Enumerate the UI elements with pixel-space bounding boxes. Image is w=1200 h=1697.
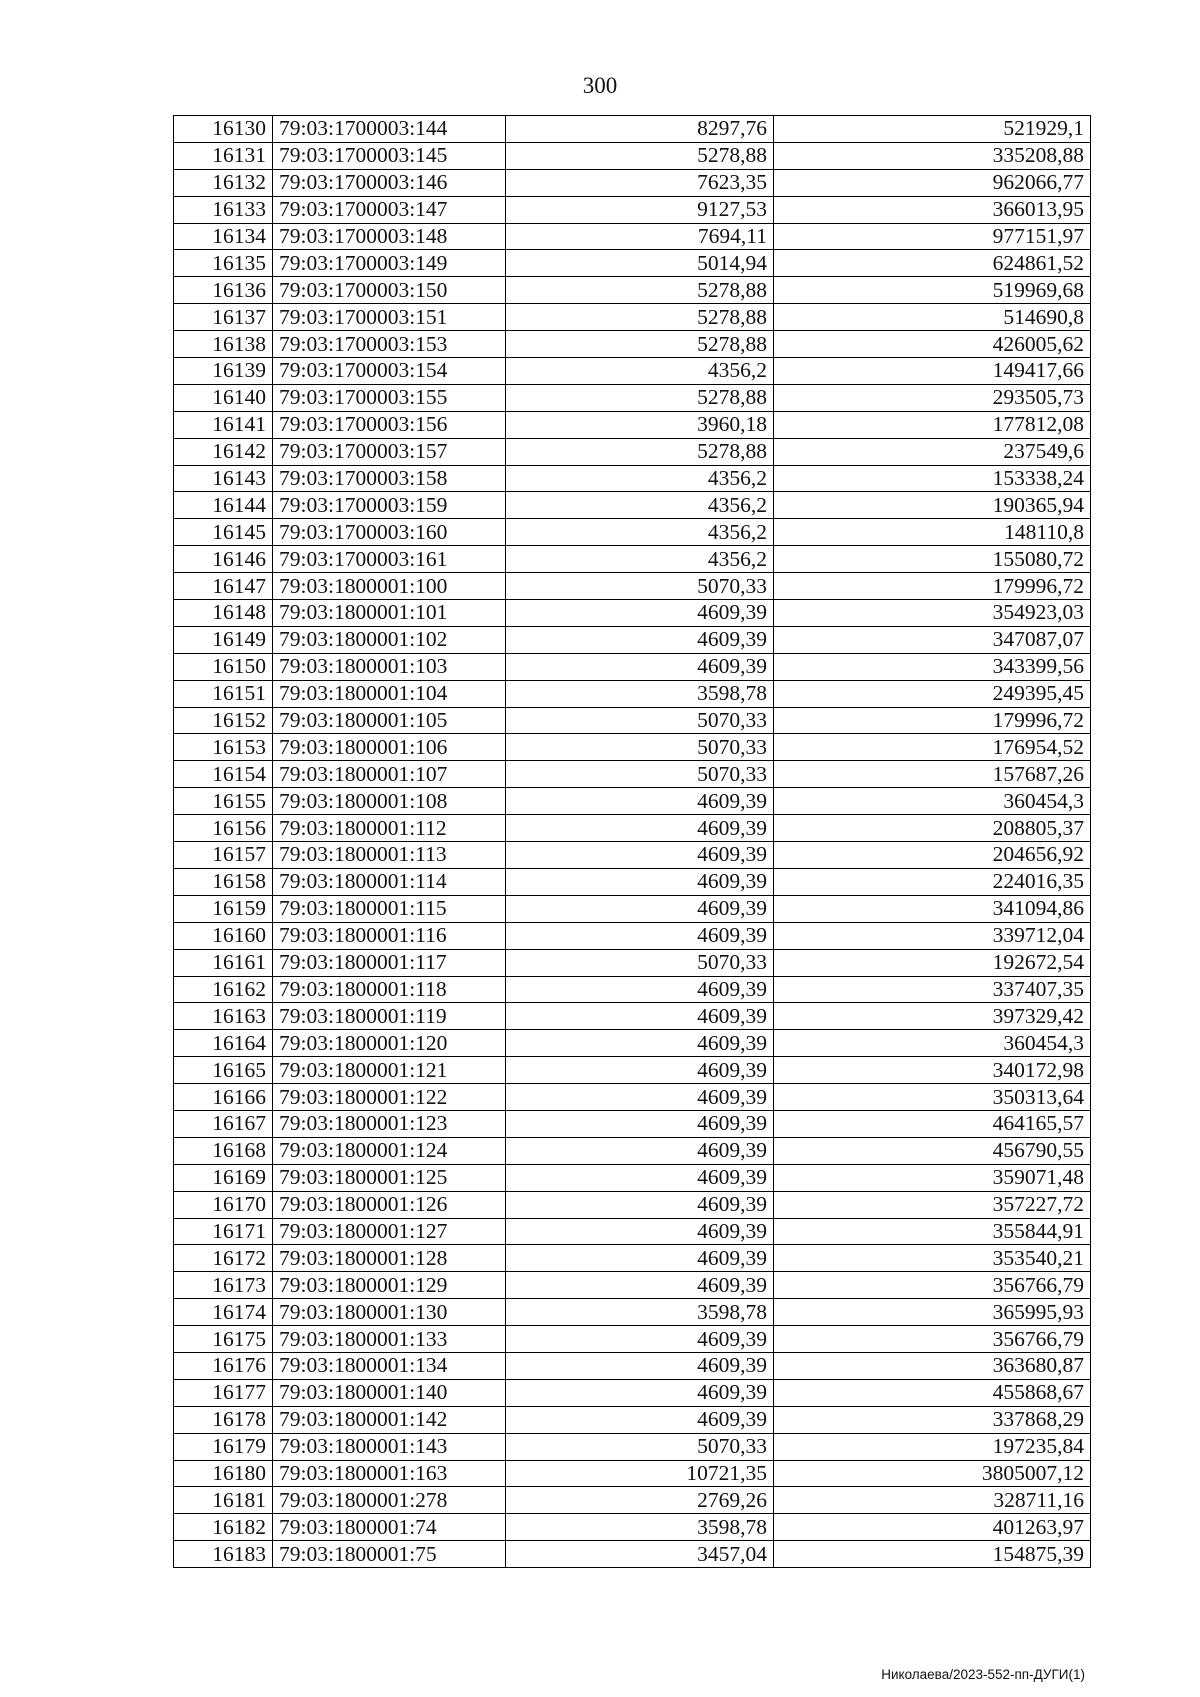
cadastral-value-cell: 366013,95 — [774, 196, 1091, 223]
cadastral-number-cell: 79:03:1800001:133 — [273, 1326, 506, 1353]
area-cell: 4609,39 — [506, 1003, 774, 1030]
table-row — [174, 734, 1091, 761]
cadastral-value-cell: 339712,04 — [774, 922, 1091, 949]
area-cell: 9127,53 — [506, 196, 774, 223]
row-number-cell: 16179 — [174, 1433, 273, 1460]
cadastral-value-cell: 360454,3 — [774, 1030, 1091, 1057]
table-row — [174, 761, 1091, 788]
area-cell: 4609,39 — [506, 600, 774, 627]
row-number-cell: 16182 — [174, 1514, 273, 1541]
table-row — [174, 169, 1091, 196]
cadastral-value-cell: 237549,6 — [774, 438, 1091, 465]
cadastral-value-cell: 456790,55 — [774, 1137, 1091, 1164]
cadastral-number-cell: 79:03:1800001:113 — [273, 842, 506, 869]
area-cell: 4609,39 — [506, 895, 774, 922]
area-cell: 5070,33 — [506, 1433, 774, 1460]
table-row — [174, 1406, 1091, 1433]
cadastral-value-cell: 148110,8 — [774, 519, 1091, 546]
area-cell: 4609,39 — [506, 1030, 774, 1057]
area-cell: 4609,39 — [506, 653, 774, 680]
row-number-cell: 16136 — [174, 277, 273, 304]
row-number-cell: 16175 — [174, 1326, 273, 1353]
table-row — [174, 1164, 1091, 1191]
row-number-cell: 16135 — [174, 250, 273, 277]
cadastral-value-table — [173, 115, 1091, 1568]
area-cell: 5278,88 — [506, 142, 774, 169]
cadastral-value-cell: 397329,42 — [774, 1003, 1091, 1030]
table-row — [174, 1245, 1091, 1272]
area-cell: 4609,39 — [506, 626, 774, 653]
cadastral-number-cell: 79:03:1700003:156 — [273, 411, 506, 438]
cadastral-value-cell: 360454,3 — [774, 788, 1091, 815]
area-cell: 5278,88 — [506, 438, 774, 465]
row-number-cell: 16172 — [174, 1245, 273, 1272]
row-number-cell: 16156 — [174, 815, 273, 842]
area-cell: 4609,39 — [506, 922, 774, 949]
area-cell: 3598,78 — [506, 1514, 774, 1541]
cadastral-number-cell: 79:03:1800001:128 — [273, 1245, 506, 1272]
cadastral-value-cell: 354923,03 — [774, 600, 1091, 627]
cadastral-number-cell: 79:03:1800001:163 — [273, 1460, 506, 1487]
row-number-cell: 16157 — [174, 842, 273, 869]
row-number-cell: 16142 — [174, 438, 273, 465]
table-row — [174, 277, 1091, 304]
row-number-cell: 16140 — [174, 384, 273, 411]
area-cell: 4356,2 — [506, 492, 774, 519]
cadastral-number-cell: 79:03:1800001:140 — [273, 1379, 506, 1406]
table-row — [174, 1057, 1091, 1084]
cadastral-value-cell: 249395,45 — [774, 680, 1091, 707]
table-row — [174, 1003, 1091, 1030]
table-row — [174, 519, 1091, 546]
cadastral-number-cell: 79:03:1700003:148 — [273, 223, 506, 250]
cadastral-number-cell: 79:03:1700003:159 — [273, 492, 506, 519]
cadastral-number-cell: 79:03:1700003:161 — [273, 546, 506, 573]
area-cell: 5070,33 — [506, 707, 774, 734]
cadastral-number-cell: 79:03:1800001:125 — [273, 1164, 506, 1191]
area-cell: 8297,76 — [506, 116, 774, 143]
cadastral-number-cell: 79:03:1800001:120 — [273, 1030, 506, 1057]
row-number-cell: 16154 — [174, 761, 273, 788]
cadastral-value-cell: 190365,94 — [774, 492, 1091, 519]
area-cell: 4356,2 — [506, 519, 774, 546]
cadastral-value-cell: 962066,77 — [774, 169, 1091, 196]
cadastral-value-cell: 328711,16 — [774, 1487, 1091, 1514]
cadastral-value-cell: 340172,98 — [774, 1057, 1091, 1084]
table-row — [174, 1218, 1091, 1245]
row-number-cell: 16170 — [174, 1191, 273, 1218]
cadastral-value-cell: 356766,79 — [774, 1326, 1091, 1353]
row-number-cell: 16161 — [174, 949, 273, 976]
cadastral-number-cell: 79:03:1800001:100 — [273, 573, 506, 600]
cadastral-value-cell: 341094,86 — [774, 895, 1091, 922]
cadastral-number-cell: 79:03:1700003:150 — [273, 277, 506, 304]
cadastral-number-cell: 79:03:1700003:145 — [273, 142, 506, 169]
row-number-cell: 16174 — [174, 1299, 273, 1326]
cadastral-number-cell: 79:03:1700003:146 — [273, 169, 506, 196]
document-reference-footer: Николаева/2023-552-пп-ДУГИ(1) — [881, 1667, 1085, 1682]
table-row — [174, 922, 1091, 949]
cadastral-value-cell: 350313,64 — [774, 1084, 1091, 1111]
cadastral-value-cell: 337407,35 — [774, 976, 1091, 1003]
table-row — [174, 546, 1091, 573]
cadastral-number-cell: 79:03:1800001:105 — [273, 707, 506, 734]
cadastral-value-cell: 335208,88 — [774, 142, 1091, 169]
cadastral-number-cell: 79:03:1700003:154 — [273, 358, 506, 385]
cadastral-value-cell: 343399,56 — [774, 653, 1091, 680]
cadastral-value-cell: 208805,37 — [774, 815, 1091, 842]
area-cell: 5070,33 — [506, 761, 774, 788]
table-row — [174, 788, 1091, 815]
table-row — [174, 600, 1091, 627]
row-number-cell: 16162 — [174, 976, 273, 1003]
table-row — [174, 895, 1091, 922]
row-number-cell: 16148 — [174, 600, 273, 627]
cadastral-number-cell: 79:03:1700003:155 — [273, 384, 506, 411]
cadastral-number-cell: 79:03:1700003:160 — [273, 519, 506, 546]
row-number-cell: 16181 — [174, 1487, 273, 1514]
table-row — [174, 653, 1091, 680]
cadastral-number-cell: 79:03:1800001:75 — [273, 1541, 506, 1568]
cadastral-value-cell: 293505,73 — [774, 384, 1091, 411]
area-cell: 4609,39 — [506, 1326, 774, 1353]
table-row — [174, 1541, 1091, 1568]
area-cell: 4609,39 — [506, 1406, 774, 1433]
table-row — [174, 142, 1091, 169]
cadastral-number-cell: 79:03:1700003:151 — [273, 304, 506, 331]
table-row — [174, 196, 1091, 223]
row-number-cell: 16167 — [174, 1110, 273, 1137]
page-number: 300 — [582, 73, 618, 98]
cadastral-number-cell: 79:03:1800001:103 — [273, 653, 506, 680]
row-number-cell: 16166 — [174, 1084, 273, 1111]
cadastral-number-cell: 79:03:1800001:114 — [273, 868, 506, 895]
table-row — [174, 949, 1091, 976]
row-number-cell: 16159 — [174, 895, 273, 922]
area-cell: 5014,94 — [506, 250, 774, 277]
cadastral-value-cell: 464165,57 — [774, 1110, 1091, 1137]
table-row — [174, 573, 1091, 600]
cadastral-number-cell: 79:03:1800001:117 — [273, 949, 506, 976]
row-number-cell: 16146 — [174, 546, 273, 573]
cadastral-value-cell: 149417,66 — [774, 358, 1091, 385]
row-number-cell: 16134 — [174, 223, 273, 250]
table-row — [174, 1110, 1091, 1137]
row-number-cell: 16150 — [174, 653, 273, 680]
area-cell: 4609,39 — [506, 1191, 774, 1218]
cadastral-value-cell: 157687,26 — [774, 761, 1091, 788]
area-cell: 4609,39 — [506, 815, 774, 842]
area-cell: 4609,39 — [506, 788, 774, 815]
row-number-cell: 16133 — [174, 196, 273, 223]
row-number-cell: 16183 — [174, 1541, 273, 1568]
cadastral-number-cell: 79:03:1800001:126 — [273, 1191, 506, 1218]
area-cell: 5278,88 — [506, 331, 774, 358]
table-row — [174, 304, 1091, 331]
cadastral-number-cell: 79:03:1800001:116 — [273, 922, 506, 949]
cadastral-value-cell: 365995,93 — [774, 1299, 1091, 1326]
cadastral-number-cell: 79:03:1800001:107 — [273, 761, 506, 788]
row-number-cell: 16138 — [174, 331, 273, 358]
area-cell: 3598,78 — [506, 680, 774, 707]
cadastral-value-cell: 363680,87 — [774, 1352, 1091, 1379]
area-cell: 5070,33 — [506, 949, 774, 976]
table-row — [174, 465, 1091, 492]
cadastral-number-cell: 79:03:1800001:142 — [273, 1406, 506, 1433]
cadastral-value-cell: 337868,29 — [774, 1406, 1091, 1433]
table-row — [174, 868, 1091, 895]
area-cell: 3598,78 — [506, 1299, 774, 1326]
row-number-cell: 16173 — [174, 1272, 273, 1299]
row-number-cell: 16176 — [174, 1352, 273, 1379]
row-number-cell: 16180 — [174, 1460, 273, 1487]
cadastral-number-cell: 79:03:1800001:121 — [273, 1057, 506, 1084]
cadastral-value-cell: 177812,08 — [774, 411, 1091, 438]
row-number-cell: 16132 — [174, 169, 273, 196]
cadastral-number-cell: 79:03:1700003:158 — [273, 465, 506, 492]
table-row — [174, 1299, 1091, 1326]
table-row — [174, 1379, 1091, 1406]
cadastral-number-cell: 79:03:1800001:118 — [273, 976, 506, 1003]
table-row — [174, 680, 1091, 707]
row-number-cell: 16151 — [174, 680, 273, 707]
area-cell: 4609,39 — [506, 1352, 774, 1379]
area-cell: 7694,11 — [506, 223, 774, 250]
row-number-cell: 16163 — [174, 1003, 273, 1030]
row-number-cell: 16131 — [174, 142, 273, 169]
cadastral-number-cell: 79:03:1800001:102 — [273, 626, 506, 653]
cadastral-value-cell: 977151,97 — [774, 223, 1091, 250]
area-cell: 4609,39 — [506, 1245, 774, 1272]
area-cell: 3960,18 — [506, 411, 774, 438]
row-number-cell: 16153 — [174, 734, 273, 761]
cadastral-value-cell: 3805007,12 — [774, 1460, 1091, 1487]
cadastral-value-cell: 179996,72 — [774, 573, 1091, 600]
cadastral-value-cell: 154875,39 — [774, 1541, 1091, 1568]
table-row — [174, 411, 1091, 438]
table-body — [174, 116, 1091, 1568]
cadastral-value-cell: 357227,72 — [774, 1191, 1091, 1218]
table-row — [174, 815, 1091, 842]
area-cell: 5278,88 — [506, 277, 774, 304]
area-cell: 4609,39 — [506, 1084, 774, 1111]
cadastral-number-cell: 79:03:1800001:134 — [273, 1352, 506, 1379]
area-cell: 4609,39 — [506, 1057, 774, 1084]
table-row — [174, 1487, 1091, 1514]
cadastral-value-cell: 155080,72 — [774, 546, 1091, 573]
cadastral-number-cell: 79:03:1800001:106 — [273, 734, 506, 761]
cadastral-number-cell: 79:03:1800001:101 — [273, 600, 506, 627]
table-row — [174, 1352, 1091, 1379]
row-number-cell: 16152 — [174, 707, 273, 734]
cadastral-number-cell: 79:03:1800001:115 — [273, 895, 506, 922]
row-number-cell: 16168 — [174, 1137, 273, 1164]
cadastral-value-cell: 624861,52 — [774, 250, 1091, 277]
area-cell: 2769,26 — [506, 1487, 774, 1514]
area-cell: 7623,35 — [506, 169, 774, 196]
area-cell: 4609,39 — [506, 1164, 774, 1191]
cadastral-number-cell: 79:03:1800001:108 — [273, 788, 506, 815]
area-cell: 4609,39 — [506, 1379, 774, 1406]
area-cell: 5278,88 — [506, 304, 774, 331]
row-number-cell: 16169 — [174, 1164, 273, 1191]
row-number-cell: 16171 — [174, 1218, 273, 1245]
cadastral-value-cell: 426005,62 — [774, 331, 1091, 358]
table-row — [174, 626, 1091, 653]
row-number-cell: 16145 — [174, 519, 273, 546]
row-number-cell: 16165 — [174, 1057, 273, 1084]
cadastral-number-cell: 79:03:1800001:123 — [273, 1110, 506, 1137]
row-number-cell: 16160 — [174, 922, 273, 949]
table-row — [174, 1326, 1091, 1353]
area-cell: 10721,35 — [506, 1460, 774, 1487]
cadastral-value-cell: 521929,1 — [774, 116, 1091, 143]
cadastral-value-cell: 153338,24 — [774, 465, 1091, 492]
area-cell: 4609,39 — [506, 976, 774, 1003]
row-number-cell: 16164 — [174, 1030, 273, 1057]
row-number-cell: 16177 — [174, 1379, 273, 1406]
area-cell: 4609,39 — [506, 1137, 774, 1164]
cadastral-value-cell: 401263,97 — [774, 1514, 1091, 1541]
table-row — [174, 492, 1091, 519]
cadastral-number-cell: 79:03:1800001:127 — [273, 1218, 506, 1245]
table-row — [174, 116, 1091, 143]
cadastral-number-cell: 79:03:1700003:147 — [273, 196, 506, 223]
cadastral-value-cell: 197235,84 — [774, 1433, 1091, 1460]
row-number-cell: 16143 — [174, 465, 273, 492]
table-row — [174, 1084, 1091, 1111]
cadastral-value-cell: 356766,79 — [774, 1272, 1091, 1299]
table-row — [174, 1030, 1091, 1057]
cadastral-value-cell: 519969,68 — [774, 277, 1091, 304]
row-number-cell: 16155 — [174, 788, 273, 815]
cadastral-number-cell: 79:03:1700003:144 — [273, 116, 506, 143]
cadastral-value-cell: 455868,67 — [774, 1379, 1091, 1406]
area-cell: 4609,39 — [506, 842, 774, 869]
area-cell: 4609,39 — [506, 868, 774, 895]
cadastral-number-cell: 79:03:1800001:129 — [273, 1272, 506, 1299]
row-number-cell: 16178 — [174, 1406, 273, 1433]
cadastral-value-cell: 514690,8 — [774, 304, 1091, 331]
table-row — [174, 250, 1091, 277]
row-number-cell: 16144 — [174, 492, 273, 519]
table-row — [174, 384, 1091, 411]
row-number-cell: 16130 — [174, 116, 273, 143]
table-row — [174, 1191, 1091, 1218]
table-row — [174, 976, 1091, 1003]
cadastral-value-cell: 192672,54 — [774, 949, 1091, 976]
row-number-cell: 16149 — [174, 626, 273, 653]
table-row — [174, 1514, 1091, 1541]
row-number-cell: 16137 — [174, 304, 273, 331]
row-number-cell: 16141 — [174, 411, 273, 438]
area-cell: 5278,88 — [506, 384, 774, 411]
row-number-cell: 16139 — [174, 358, 273, 385]
table-row — [174, 842, 1091, 869]
cadastral-value-cell: 224016,35 — [774, 868, 1091, 895]
cadastral-number-cell: 79:03:1800001:119 — [273, 1003, 506, 1030]
cadastral-number-cell: 79:03:1800001:104 — [273, 680, 506, 707]
area-cell: 4356,2 — [506, 546, 774, 573]
cadastral-number-cell: 79:03:1800001:74 — [273, 1514, 506, 1541]
cadastral-number-cell: 79:03:1800001:124 — [273, 1137, 506, 1164]
area-cell: 4609,39 — [506, 1272, 774, 1299]
cadastral-value-cell: 355844,91 — [774, 1218, 1091, 1245]
cadastral-value-cell: 359071,48 — [774, 1164, 1091, 1191]
cadastral-number-cell: 79:03:1700003:149 — [273, 250, 506, 277]
area-cell: 5070,33 — [506, 734, 774, 761]
table-row — [174, 1272, 1091, 1299]
table-row — [174, 223, 1091, 250]
cadastral-number-cell: 79:03:1800001:112 — [273, 815, 506, 842]
cadastral-number-cell: 79:03:1800001:122 — [273, 1084, 506, 1111]
area-cell: 5070,33 — [506, 573, 774, 600]
area-cell: 3457,04 — [506, 1541, 774, 1568]
area-cell: 4356,2 — [506, 465, 774, 492]
table-row — [174, 438, 1091, 465]
cadastral-value-cell: 347087,07 — [774, 626, 1091, 653]
area-cell: 4609,39 — [506, 1218, 774, 1245]
cadastral-value-cell: 204656,92 — [774, 842, 1091, 869]
cadastral-number-cell: 79:03:1700003:157 — [273, 438, 506, 465]
table-row — [174, 1460, 1091, 1487]
cadastral-number-cell: 79:03:1800001:143 — [273, 1433, 506, 1460]
table-row — [174, 1137, 1091, 1164]
table-row — [174, 331, 1091, 358]
cadastral-number-cell: 79:03:1700003:153 — [273, 331, 506, 358]
cadastral-number-cell: 79:03:1800001:130 — [273, 1299, 506, 1326]
table-row — [174, 1433, 1091, 1460]
cadastral-value-cell: 179996,72 — [774, 707, 1091, 734]
cadastral-number-cell: 79:03:1800001:278 — [273, 1487, 506, 1514]
cadastral-value-cell: 353540,21 — [774, 1245, 1091, 1272]
table-row — [174, 707, 1091, 734]
row-number-cell: 16147 — [174, 573, 273, 600]
table-row — [174, 358, 1091, 385]
cadastral-value-cell: 176954,52 — [774, 734, 1091, 761]
area-cell: 4356,2 — [506, 358, 774, 385]
area-cell: 4609,39 — [506, 1110, 774, 1137]
row-number-cell: 16158 — [174, 868, 273, 895]
